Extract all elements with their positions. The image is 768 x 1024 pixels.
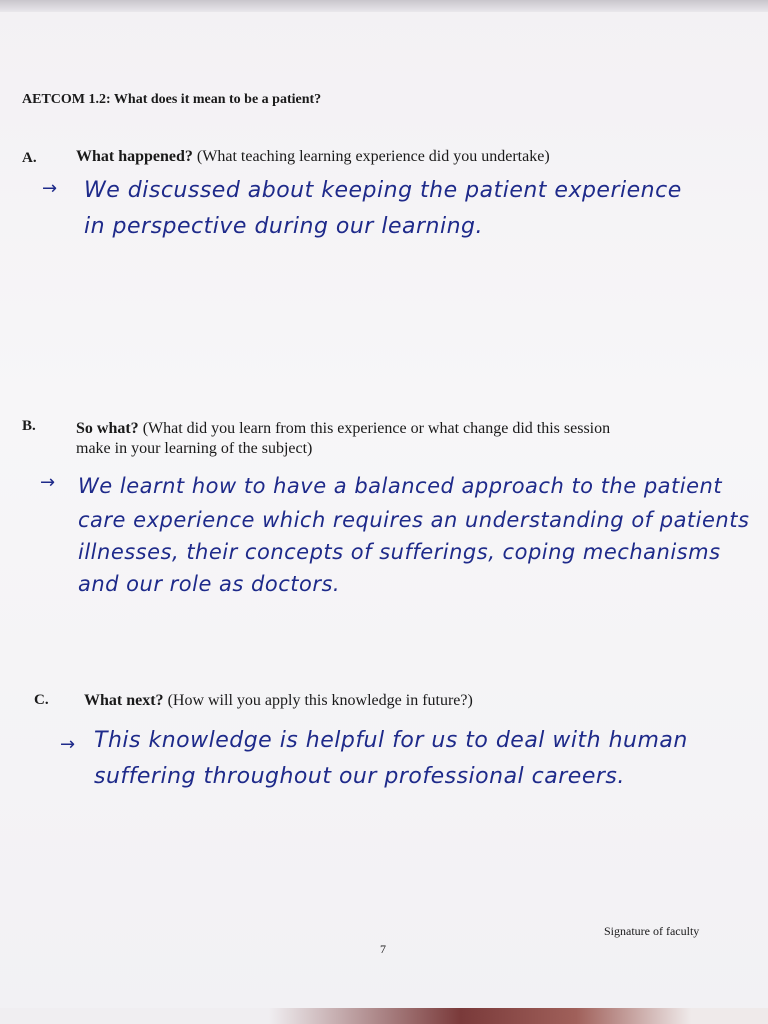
section-b-answer-line-4: and our role as doctors. — [78, 572, 341, 596]
section-c-question-rest: (How will you apply this knowledge in future?) — [167, 692, 473, 709]
section-b-answer-line-1: We learnt how to have a balanced approach to the patient — [78, 474, 723, 498]
section-b-question-bold: So what? — [76, 420, 139, 437]
section-b-question — [76, 420, 610, 438]
section-c-answer-line-2: suffering throughout our professional careers. — [94, 764, 625, 789]
section-c-arrow: → — [60, 734, 76, 755]
section-a-arrow: → — [42, 178, 58, 199]
section-b-letter: B. — [22, 418, 36, 434]
section-b-answer-line-3: illnesses, their concepts of sufferings, coping mechanisms — [78, 540, 721, 564]
section-a-question — [76, 148, 550, 166]
page-title: AETCOM 1.2: What does it mean to be a patient? — [22, 92, 322, 107]
section-b-question-rest: (What did you learn from this experience or what change did this session — [142, 420, 611, 437]
section-a-question-rest: (What teaching learning experience did you undertake) — [196, 148, 550, 165]
signature-label: Signature of faculty — [604, 924, 700, 938]
section-b-question-line-2: make in your learning of the subject) — [76, 440, 313, 457]
page-top-edge — [0, 0, 768, 12]
section-a-letter: A. — [22, 150, 37, 166]
section-b-answer-line-2: care experience which requires an understanding of patients — [78, 508, 750, 532]
section-a-answer-line-2: in perspective during our learning. — [84, 214, 483, 239]
section-a-question-bold: What happened? — [76, 148, 193, 165]
section-c-answer-line-1: This knowledge is helpful for us to deal with human — [94, 728, 688, 753]
section-c-letter: C. — [34, 692, 49, 708]
section-c-question-bold: What next? — [84, 692, 164, 709]
page-number: 7 — [380, 942, 386, 956]
section-c-question — [84, 692, 473, 710]
section-b-arrow: → — [40, 472, 56, 493]
section-a-answer-line-1: We discussed about keeping the patient experience — [84, 178, 682, 203]
page-bottom-edge — [0, 1008, 768, 1024]
